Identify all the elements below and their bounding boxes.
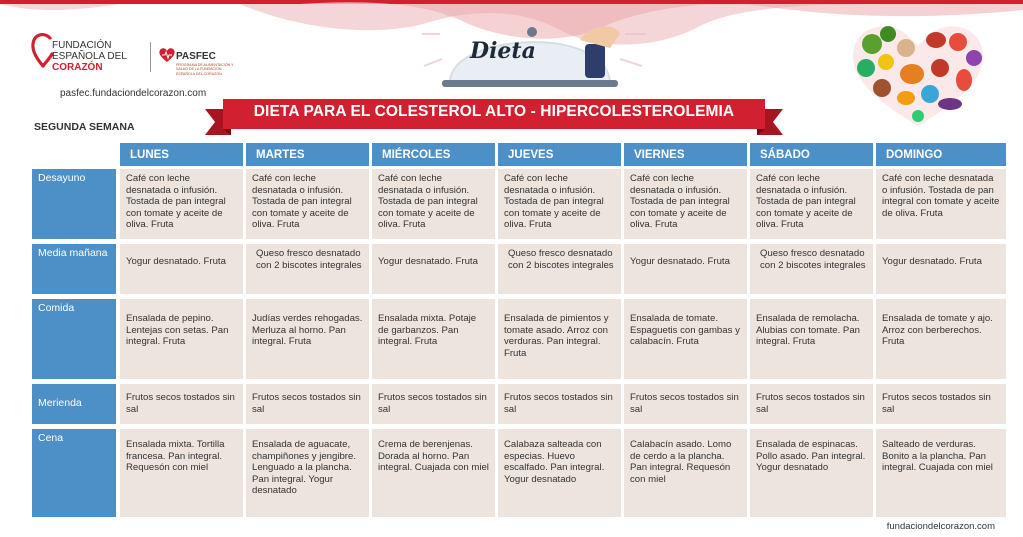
logo-divider [150,42,151,72]
meal-cell: Queso fresco desnatado con 2 biscotes integrales [498,244,621,294]
meal-cell: Crema de berenjenas. Dorada al horno. Pan integral. Cuajada con miel [372,429,495,517]
day-header-domingo: DOMINGO [876,143,1006,166]
meal-cell: Ensalada de pepino. Lentejas con setas. Pan integral. Fruta [120,299,243,379]
meal-cell: Calabaza salteada con especias. Huevo escalfado. Pan integral. Yogur desnatado [498,429,621,517]
meal-cell: Yogur desnatado. Fruta [120,244,243,294]
meal-cell: Café con leche desnatada o infusión. Tostada de pan integral con tomate y aceite de oliva. Fruta [246,169,369,239]
meal-cell: Ensalada de tomate. Espaguetis con gambas y calabacín. Fruta [624,299,747,379]
meal-cell: Ensalada mixta. Tortilla francesa. Pan integral. Requesón con miel [120,429,243,517]
meal-cell: Frutos secos tostados sin sal [876,384,1006,424]
meal-cell: Ensalada de pimientos y tomate asado. Arroz con verduras. Pan integral. Fruta [498,299,621,379]
meal-row-merienda [32,384,1006,424]
meal-cell: Calabacín asado. Lomo de cerdo a la plancha. Pan integral. Requesón con miel [624,429,747,517]
meal-label-desayuno: Desayuno [32,169,116,239]
dieta-title: Dieta [470,38,536,64]
pasfec-subtitle: PROGRAMA DE ALIMENTACIÓN Y SALUD DE LA FUNDACIÓN ESPAÑOLA DEL CORAZÓN [176,63,234,76]
site-url: pasfec.fundaciondelcorazon.com [60,88,207,99]
pasfec-logo [158,47,248,83]
meal-row-desayuno [32,169,1006,239]
meal-cell: Café con leche desnatada o infusión. Tostada de pan integral con tomate y aceite de oliva. Fruta [120,169,243,239]
meal-label-merienda: Merienda [32,384,116,424]
meal-row-media-manana [32,244,1006,294]
meal-cell: Yogur desnatado. Fruta [876,244,1006,294]
fundacion-line-3: CORAZÓN [52,62,103,73]
meal-cell: Frutos secos tostados sin sal [624,384,747,424]
meal-cell: Queso fresco desnatado con 2 biscotes integrales [750,244,873,294]
fundacion-logo [30,28,140,83]
meal-cell: Café con leche desnatada o infusión. Tostada de pan integral con tomate y aceite de oliva. Fruta [876,169,1006,239]
meal-cell: Café con leche desnatada o infusión. Tostada de pan integral con tomate y aceite de oliva. Fruta [372,169,495,239]
week-label: SEGUNDA SEMANA [34,121,135,133]
meal-row-cena [32,429,1006,517]
day-header-sabado: SÁBADO [750,143,873,166]
meal-label-comida: Comida [32,299,116,379]
banner-title: DIETA PARA EL COLESTEROL ALTO - HIPERCOLESTEROLEMIA [253,103,735,120]
meal-cell: Queso fresco desnatado con 2 biscotes integrales [246,244,369,294]
pasfec-heart-icon [158,47,176,63]
table-corner-cell [32,143,116,166]
meal-cell: Ensalada de espinacas. Pollo asado. Pan integral. Yogur desnatado [750,429,873,517]
meal-cell: Salteado de verduras. Bonito a la plancha. Pan integral. Cuajada con miel [876,429,1006,517]
day-header-miercoles: MIÉRCOLES [372,143,495,166]
meal-cell: Judías verdes rehogadas. Merluza al horno. Pan integral. Fruta [246,299,369,379]
meal-cell: Yogur desnatado. Fruta [372,244,495,294]
meal-cell: Frutos secos tostados sin sal [750,384,873,424]
meal-cell: Yogur desnatado. Fruta [624,244,747,294]
meal-label-cena: Cena [32,429,116,517]
pasfec-name: PASFEC [176,51,216,62]
meal-cell: Ensalada de tomate y ajo. Arroz con berberechos. Fruta [876,299,1006,379]
table-header-row [32,143,1006,166]
day-header-viernes: VIERNES [624,143,747,166]
meal-cell: Café con leche desnatada o infusión. Tostada de pan integral con tomate y aceite de oliva. Fruta [624,169,747,239]
meal-cell: Frutos secos tostados sin sal [246,384,369,424]
meal-row-comida [32,299,1006,379]
meal-cell: Frutos secos tostados sin sal [498,384,621,424]
day-header-jueves: JUEVES [498,143,621,166]
fundacion-line-2: ESPAÑOLA DEL [52,51,127,62]
meal-cell: Café con leche desnatada o infusión. Tostada de pan integral con tomate y aceite de oliva. Fruta [750,169,873,239]
vegetable-heart-illustration [848,18,988,130]
meal-cell: Café con leche desnatada o infusión. Tostada de pan integral con tomate y aceite de oliva. Fruta [498,169,621,239]
day-header-martes: MARTES [246,143,369,166]
footer-url: fundaciondelcorazon.com [886,521,995,532]
meal-cell: Ensalada de remolacha. Alubias con tomate. Pan integral. Fruta [750,299,873,379]
meal-cell: Ensalada mixta. Potaje de garbanzos. Pan integral. Fruta [372,299,495,379]
fundacion-line-1: FUNDACIÓN [52,40,112,51]
meal-label-media-manana: Media mañana [32,244,116,294]
meal-cell: Frutos secos tostados sin sal [372,384,495,424]
fundacion-name [52,40,127,73]
meal-cell: Frutos secos tostados sin sal [120,384,243,424]
meal-cell: Ensalada de aguacate, champiñones y jengibre. Lenguado a la plancha. Pan integral. Yogur desnatado [246,429,369,517]
day-header-lunes: LUNES [120,143,243,166]
